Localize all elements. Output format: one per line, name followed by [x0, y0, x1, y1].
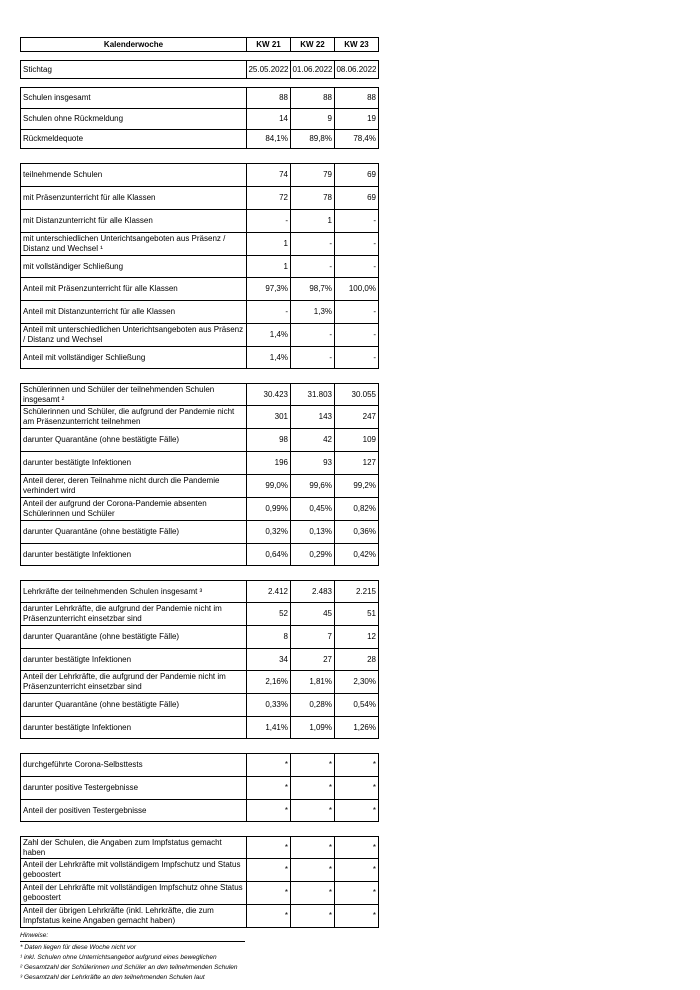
data-table — [20, 383, 379, 566]
row-value-kw3: * — [335, 905, 379, 928]
note-line: ³ Gesamtzahl der Lehrkräfte an den teilnehmenden Schulen laut — [20, 974, 205, 981]
table-row — [21, 210, 379, 233]
row-value-kw2: 0,13% — [291, 521, 335, 544]
note-line: ¹ inkl. Schulen ohne Unterrichtsangebot aufgrund eines beweglichen — [20, 954, 217, 961]
table-row — [21, 324, 379, 347]
row-value-kw1: 1 — [247, 256, 291, 278]
table-row — [21, 603, 379, 626]
stichtag-label: Stichtag — [21, 61, 247, 79]
row-value-kw3: * — [335, 837, 379, 859]
row-value-kw2: 9 — [291, 109, 335, 130]
table-row — [21, 800, 379, 822]
row-value-kw3: - — [335, 301, 379, 324]
spacer — [20, 52, 379, 60]
row-value-kw3: 51 — [335, 603, 379, 626]
row-value-kw1: 97,3% — [247, 278, 291, 301]
row-value-kw2: 2.483 — [291, 581, 335, 603]
row-value-kw2: * — [291, 859, 335, 882]
table-row — [21, 626, 379, 649]
row-value-kw1: 1,4% — [247, 324, 291, 347]
row-value-kw3: 69 — [335, 187, 379, 210]
row-value-kw3: 0,82% — [335, 498, 379, 521]
row-label: Anteil der Lehrkräfte mit vollständigen Impfschutz ohne Status geboostert — [21, 882, 247, 905]
row-value-kw3: 78,4% — [335, 130, 379, 149]
row-label: mit vollständiger Schließung — [21, 256, 247, 278]
row-value-kw2: 7 — [291, 626, 335, 649]
row-value-kw2: 79 — [291, 164, 335, 187]
data-table — [20, 836, 379, 928]
row-value-kw3: * — [335, 882, 379, 905]
row-value-kw2: - — [291, 256, 335, 278]
table-row — [21, 905, 379, 928]
row-label: darunter Quarantäne (ohne bestätigte Fälle) — [21, 429, 247, 452]
table-row — [21, 649, 379, 671]
row-value-kw1: * — [247, 777, 291, 800]
row-label: Anteil mit unterschiedlichen Unterichtsangeboten aus Präsenz / Distanz und Wechsel — [21, 324, 247, 347]
row-value-kw1: - — [247, 210, 291, 233]
row-value-kw1: * — [247, 837, 291, 859]
row-label: darunter bestätigte Infektionen — [21, 544, 247, 566]
row-value-kw3: 109 — [335, 429, 379, 452]
spacer — [20, 79, 379, 87]
table-row — [21, 777, 379, 800]
table-row — [21, 256, 379, 278]
row-label: Schülerinnen und Schüler, die aufgrund der Pandemie nicht am Präsenzunterricht teilnehmen — [21, 406, 247, 429]
row-label: Zahl der Schulen, die Angaben zum Impfstatus gemacht haben — [21, 837, 247, 859]
row-value-kw2: 78 — [291, 187, 335, 210]
notes-section — [20, 931, 379, 983]
row-value-kw2: 0,45% — [291, 498, 335, 521]
table-row — [21, 233, 379, 256]
row-label: Anteil der aufgrund der Corona-Pandemie absenten Schülerinnen und Schüler — [21, 498, 247, 521]
row-value-kw2: - — [291, 347, 335, 369]
table-row — [21, 475, 379, 498]
row-value-kw2: 42 — [291, 429, 335, 452]
row-value-kw3: 88 — [335, 88, 379, 109]
table-row — [21, 717, 379, 739]
row-value-kw1: 301 — [247, 406, 291, 429]
table-row — [21, 301, 379, 324]
spacer — [20, 149, 379, 163]
row-label: darunter bestätigte Infektionen — [21, 717, 247, 739]
row-value-kw2: 1,3% — [291, 301, 335, 324]
note-line: * Daten liegen für diese Woche nicht vor — [20, 944, 136, 951]
row-value-kw1: 74 — [247, 164, 291, 187]
spacer — [20, 566, 379, 580]
row-label: mit Distanzunterricht für alle Klassen — [21, 210, 247, 233]
row-value-kw2: * — [291, 777, 335, 800]
row-value-kw1: 1,41% — [247, 717, 291, 739]
table-row — [21, 130, 379, 149]
row-value-kw2: 27 — [291, 649, 335, 671]
row-value-kw2: 88 — [291, 88, 335, 109]
row-value-kw2: * — [291, 800, 335, 822]
header-table — [20, 37, 379, 52]
stichtag-row — [21, 61, 379, 79]
row-value-kw2: 89,8% — [291, 130, 335, 149]
row-value-kw1: * — [247, 800, 291, 822]
header-week-1: KW 21 — [247, 38, 291, 52]
row-value-kw2: 1 — [291, 210, 335, 233]
row-value-kw3: - — [335, 256, 379, 278]
stichtag-date-2: 01.06.2022 — [291, 61, 335, 79]
row-value-kw3: - — [335, 324, 379, 347]
row-label: Anteil der Lehrkräfte mit vollständigem Impfschutz und Status geboostert — [21, 859, 247, 882]
row-label: darunter Quarantäne (ohne bestätigte Fälle) — [21, 521, 247, 544]
row-label: Schulen ohne Rückmeldung — [21, 109, 247, 130]
header-week-3: KW 23 — [335, 38, 379, 52]
table-row — [21, 164, 379, 187]
row-label: Anteil mit Distanzunterricht für alle Klassen — [21, 301, 247, 324]
table-row — [21, 837, 379, 859]
row-value-kw1: 8 — [247, 626, 291, 649]
row-value-kw3: * — [335, 800, 379, 822]
table-row — [21, 384, 379, 406]
row-value-kw1: * — [247, 754, 291, 777]
row-value-kw2: 1,81% — [291, 671, 335, 694]
row-value-kw2: 98,7% — [291, 278, 335, 301]
row-value-kw2: 0,28% — [291, 694, 335, 717]
row-label: Anteil derer, deren Teilnahme nicht durch die Pandemie verhindert wird — [21, 475, 247, 498]
row-value-kw2: 99,6% — [291, 475, 335, 498]
row-value-kw2: 0,29% — [291, 544, 335, 566]
header-row — [21, 38, 379, 52]
table-row — [21, 544, 379, 566]
row-label: Rückmeldequote — [21, 130, 247, 149]
row-value-kw1: * — [247, 859, 291, 882]
stichtag-date-1: 25.05.2022 — [247, 61, 291, 79]
row-label: Schulen insgesamt — [21, 88, 247, 109]
table-row — [21, 109, 379, 130]
statistics-sheet — [20, 37, 379, 983]
row-value-kw3: 2.215 — [335, 581, 379, 603]
row-label: darunter bestätigte Infektionen — [21, 649, 247, 671]
row-value-kw3: 12 — [335, 626, 379, 649]
row-value-kw1: 1 — [247, 233, 291, 256]
row-value-kw3: 30.055 — [335, 384, 379, 406]
row-value-kw1: 88 — [247, 88, 291, 109]
row-value-kw1: 98 — [247, 429, 291, 452]
row-label: darunter Lehrkräfte, die aufgrund der Pandemie nicht im Präsenzunterricht einsetzbar sind — [21, 603, 247, 626]
row-value-kw3: * — [335, 754, 379, 777]
table-row — [21, 187, 379, 210]
row-value-kw2: 45 — [291, 603, 335, 626]
spacer — [20, 739, 379, 753]
row-value-kw3: * — [335, 777, 379, 800]
row-value-kw2: * — [291, 882, 335, 905]
row-value-kw1: 52 — [247, 603, 291, 626]
row-value-kw3: 19 — [335, 109, 379, 130]
stichtag-date-3: 08.06.2022 — [335, 61, 379, 79]
table-row — [21, 88, 379, 109]
table-row — [21, 347, 379, 369]
header-label: Kalenderwoche — [21, 38, 247, 52]
table-row — [21, 694, 379, 717]
row-value-kw2: * — [291, 837, 335, 859]
row-value-kw2: 143 — [291, 406, 335, 429]
row-value-kw3: 1,26% — [335, 717, 379, 739]
table-row — [21, 429, 379, 452]
row-value-kw3: - — [335, 210, 379, 233]
table-row — [21, 754, 379, 777]
row-value-kw3: - — [335, 233, 379, 256]
row-value-kw3: 28 — [335, 649, 379, 671]
row-label: Schülerinnen und Schüler der teilnehmenden Schulen insgesamt ² — [21, 384, 247, 406]
row-value-kw1: 99,0% — [247, 475, 291, 498]
row-value-kw3: 0,42% — [335, 544, 379, 566]
table-row — [21, 859, 379, 882]
row-label: Anteil der übrigen Lehrkräfte (inkl. Lehrkräfte, die zum Impfstatus keine Angaben gemacht haben) — [21, 905, 247, 928]
table-row — [21, 882, 379, 905]
row-value-kw1: 84,1% — [247, 130, 291, 149]
notes-title: Hinweise: — [20, 931, 245, 942]
row-label: Anteil der positiven Testergebnisse — [21, 800, 247, 822]
row-label: Lehrkräfte der teilnehmenden Schulen insgesamt ³ — [21, 581, 247, 603]
row-value-kw3: 247 — [335, 406, 379, 429]
row-label: Anteil der Lehrkräfte, die aufgrund der Pandemie nicht im Präsenzunterricht einsetzbar sind — [21, 671, 247, 694]
row-value-kw3: 0,54% — [335, 694, 379, 717]
table-row — [21, 278, 379, 301]
row-label: teilnehmende Schulen — [21, 164, 247, 187]
row-value-kw3: 69 — [335, 164, 379, 187]
row-value-kw1: 30.423 — [247, 384, 291, 406]
row-label: mit Präsenzunterricht für alle Klassen — [21, 187, 247, 210]
row-value-kw3: 99,2% — [335, 475, 379, 498]
row-value-kw2: - — [291, 324, 335, 347]
row-value-kw1: 2,16% — [247, 671, 291, 694]
data-blocks — [20, 79, 379, 931]
table-row — [21, 498, 379, 521]
table-row — [21, 671, 379, 694]
row-value-kw3: 2,30% — [335, 671, 379, 694]
row-value-kw3: 0,36% — [335, 521, 379, 544]
row-value-kw1: 34 — [247, 649, 291, 671]
row-label: darunter positive Testergebnisse — [21, 777, 247, 800]
data-table — [20, 580, 379, 739]
row-value-kw1: 0,33% — [247, 694, 291, 717]
row-label: darunter Quarantäne (ohne bestätigte Fälle) — [21, 626, 247, 649]
row-label: darunter bestätigte Infektionen — [21, 452, 247, 475]
row-value-kw1: 0,32% — [247, 521, 291, 544]
row-value-kw1: 1,4% — [247, 347, 291, 369]
row-label: Anteil mit vollständiger Schließung — [21, 347, 247, 369]
row-value-kw2: * — [291, 754, 335, 777]
table-row — [21, 521, 379, 544]
row-value-kw1: 14 — [247, 109, 291, 130]
row-value-kw2: - — [291, 233, 335, 256]
row-value-kw1: * — [247, 905, 291, 928]
row-value-kw3: 127 — [335, 452, 379, 475]
row-label: mit unterschiedlichen Unterichtsangeboten aus Präsenz / Distanz und Wechsel ¹ — [21, 233, 247, 256]
row-value-kw3: * — [335, 859, 379, 882]
row-value-kw2: 1,09% — [291, 717, 335, 739]
row-label: durchgeführte Corona-Selbsttests — [21, 754, 247, 777]
row-value-kw1: 0,64% — [247, 544, 291, 566]
row-value-kw1: 72 — [247, 187, 291, 210]
row-value-kw3: 100,0% — [335, 278, 379, 301]
row-value-kw2: 93 — [291, 452, 335, 475]
row-value-kw1: - — [247, 301, 291, 324]
stichtag-table — [20, 60, 379, 79]
row-value-kw1: 196 — [247, 452, 291, 475]
row-value-kw2: * — [291, 905, 335, 928]
spacer — [20, 369, 379, 383]
row-label: darunter Quarantäne (ohne bestätigte Fälle) — [21, 694, 247, 717]
note-line: ² Gesamtzahl der Schülerinnen und Schüler an den teilnehmenden Schulen — [20, 964, 238, 971]
data-table — [20, 163, 379, 369]
row-value-kw2: 31.803 — [291, 384, 335, 406]
data-table — [20, 753, 379, 822]
row-label: Anteil mit Präsenzunterricht für alle Klassen — [21, 278, 247, 301]
row-value-kw1: * — [247, 882, 291, 905]
row-value-kw3: - — [335, 347, 379, 369]
table-row — [21, 406, 379, 429]
table-row — [21, 452, 379, 475]
row-value-kw1: 0,99% — [247, 498, 291, 521]
spacer — [20, 822, 379, 836]
header-week-2: KW 22 — [291, 38, 335, 52]
row-value-kw1: 2.412 — [247, 581, 291, 603]
data-table — [20, 87, 379, 149]
table-row — [21, 581, 379, 603]
